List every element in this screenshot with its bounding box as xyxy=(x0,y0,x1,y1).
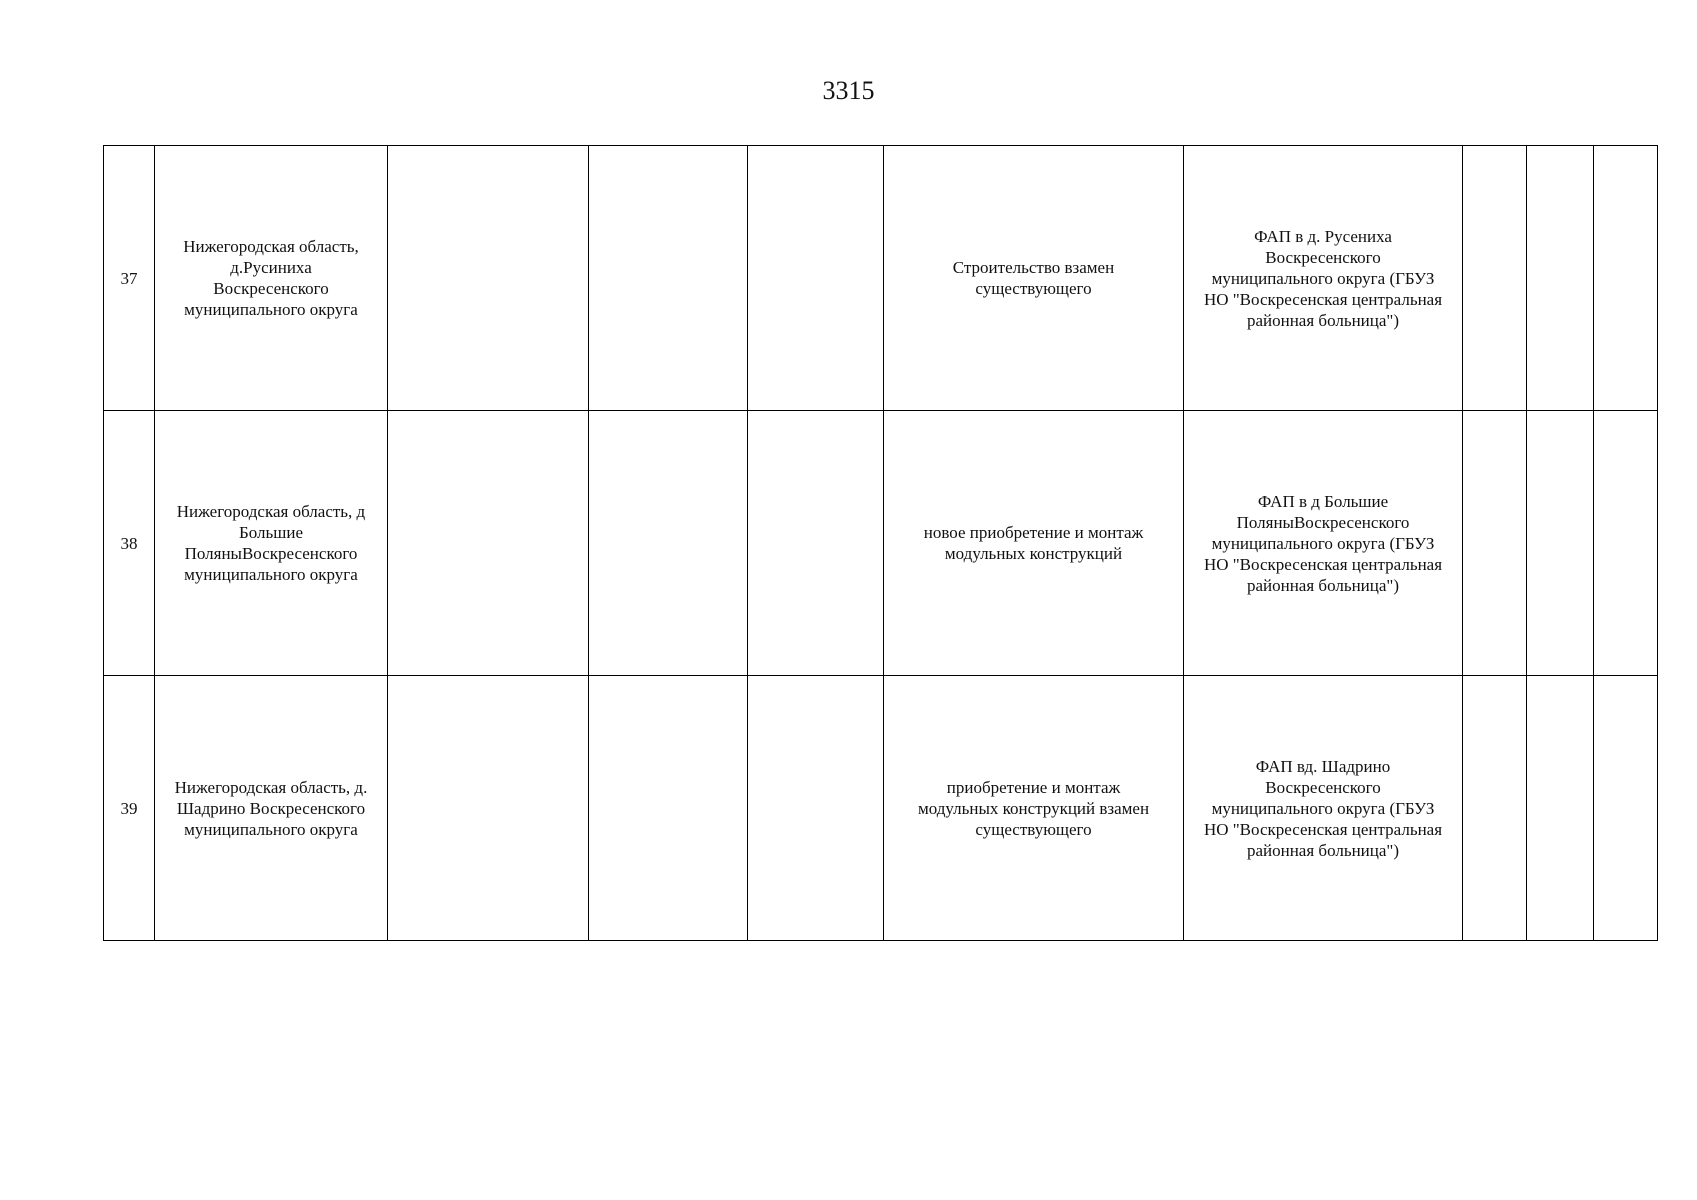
table-row xyxy=(104,146,1658,411)
empty-cell xyxy=(1527,146,1594,411)
empty-cell xyxy=(589,146,748,411)
table-row xyxy=(104,676,1658,941)
address-cell: Нижегородская область, д.Русиниха Воскресенского муниципального округа xyxy=(155,146,388,411)
empty-cell xyxy=(1594,146,1658,411)
empty-cell xyxy=(1527,676,1594,941)
empty-cell xyxy=(748,676,884,941)
table-row xyxy=(104,411,1658,676)
row-number: 39 xyxy=(104,676,155,941)
empty-cell xyxy=(388,676,589,941)
empty-cell xyxy=(589,676,748,941)
empty-cell xyxy=(1463,146,1527,411)
empty-cell xyxy=(748,411,884,676)
empty-cell xyxy=(1527,411,1594,676)
empty-cell xyxy=(1463,411,1527,676)
facility-cell: ФАП вд. Шадрино Воскресенского муниципального округа (ГБУЗ НО "Воскресенская центральная районная больница") xyxy=(1184,676,1463,941)
facility-cell: ФАП в д. Русениха Воскресенского муниципального округа (ГБУЗ НО "Воскресенская центральная районная больница") xyxy=(1184,146,1463,411)
facility-cell: ФАП в д Большие ПоляныВоскресенского муниципального округа (ГБУЗ НО "Воскресенская центральная районная больница") xyxy=(1184,411,1463,676)
facilities-table xyxy=(103,145,1658,941)
empty-cell xyxy=(388,411,589,676)
row-number: 37 xyxy=(104,146,155,411)
empty-cell xyxy=(748,146,884,411)
empty-cell xyxy=(1463,676,1527,941)
row-number: 38 xyxy=(104,411,155,676)
empty-cell xyxy=(1594,676,1658,941)
empty-cell xyxy=(589,411,748,676)
empty-cell xyxy=(1594,411,1658,676)
empty-cell xyxy=(388,146,589,411)
address-cell: Нижегородская область, д. Шадрино Воскресенского муниципального округа xyxy=(155,676,388,941)
page-number: 3315 xyxy=(822,76,875,105)
work-type-cell: новое приобретение и монтаж модульных конструкций xyxy=(884,411,1184,676)
address-cell: Нижегородская область, д Большие ПоляныВоскресенского муниципального округа xyxy=(155,411,388,676)
work-type-cell: приобретение и монтаж модульных конструкций взамен существующего xyxy=(884,676,1184,941)
work-type-cell: Строительство взамен существующего xyxy=(884,146,1184,411)
